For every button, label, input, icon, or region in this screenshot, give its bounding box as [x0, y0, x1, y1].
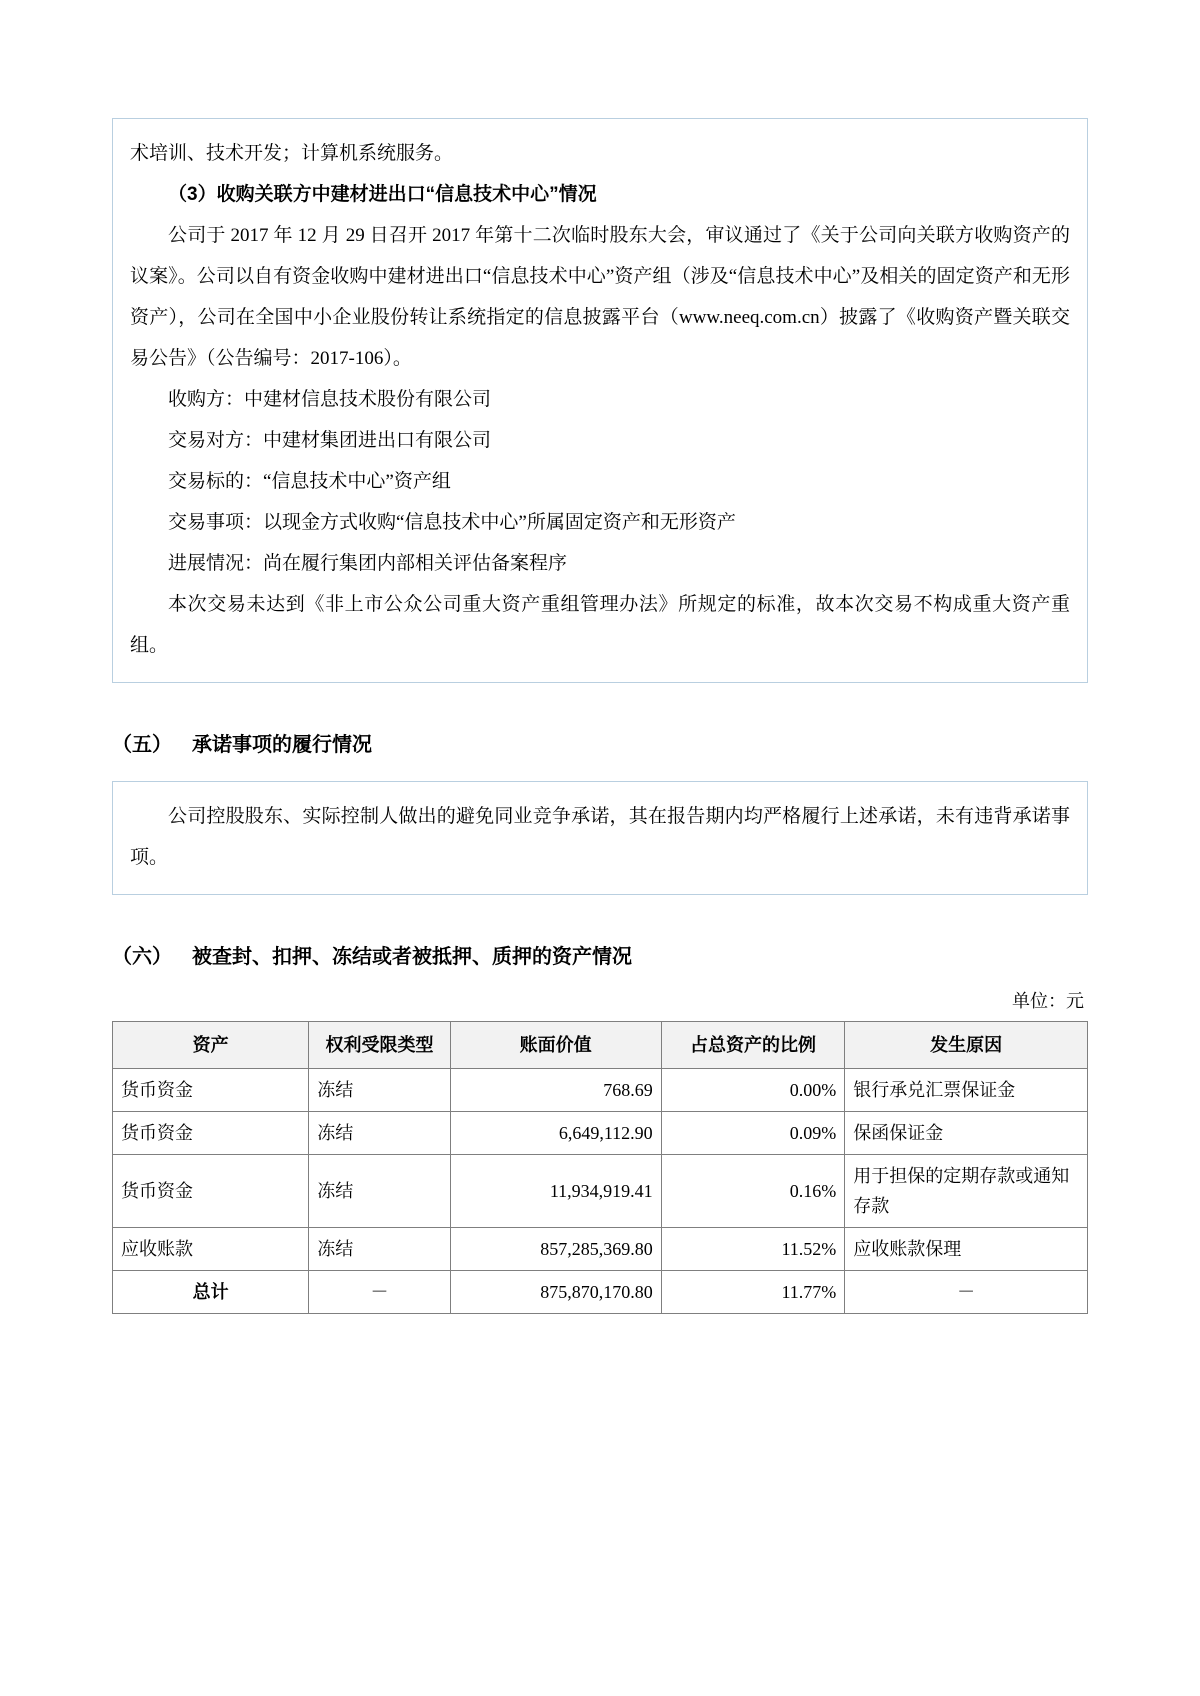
- table-row: [113, 1069, 1088, 1112]
- cell-value: 6,649,112.90: [450, 1112, 661, 1155]
- section-five-body: 公司控股股东、实际控制人做出的避免同业竞争承诺，其在报告期内均严格履行上述承诺，未有违背承诺事项。: [130, 806, 1070, 868]
- table-row: [113, 1228, 1088, 1271]
- cell-total-value: 875,870,170.80: [450, 1271, 661, 1314]
- cell-ratio: 0.09%: [661, 1112, 845, 1155]
- paragraph-acquisition-detail: 公司于 2017 年 12 月 29 日召开 2017 年第十二次临时股东大会，审议通过了《关于公司向关联方收购资产的议案》。公司以自有资金收购中建材进出口“信息技术中心”资产组（涉及“信息技术中心”及相关的固定资产和无形资产），公司在全国中小企业股份转让系统指定的信息披露平台（www.neeq.com.cn）披露了《收购资产暨关联交易公告》（公告编号：2017-106）。: [130, 225, 1070, 369]
- cell-reason: 用于担保的定期存款或通知存款: [845, 1155, 1088, 1228]
- paragraph-buyer: 收购方：中建材信息技术股份有限公司: [168, 389, 492, 410]
- section-six-title: 被查封、扣押、冻结或者被抵押、质押的资产情况: [192, 946, 632, 968]
- paragraph-conclusion: 本次交易未达到《非上市公众公司重大资产重组管理办法》所规定的标准，故本次交易不构成重大资产重组。: [130, 594, 1070, 656]
- cell-ratio: 0.00%: [661, 1069, 845, 1112]
- section-five-title: 承诺事项的履行情况: [192, 734, 372, 756]
- cell-total-ratio: 11.77%: [661, 1271, 845, 1314]
- cell-value: 11,934,919.41: [450, 1155, 661, 1228]
- cell-type: 冻结: [309, 1069, 450, 1112]
- col-header-asset: 资产: [113, 1022, 309, 1069]
- cell-asset: 货币资金: [113, 1112, 309, 1155]
- section-heading-five: [112, 725, 1088, 765]
- col-header-type: 权利受限类型: [309, 1022, 450, 1069]
- section-five-block: [112, 781, 1088, 895]
- table-row: [113, 1112, 1088, 1155]
- section-heading-six: [112, 937, 1088, 977]
- cell-type: 冻结: [309, 1228, 450, 1271]
- cell-value: 857,285,369.80: [450, 1228, 661, 1271]
- table-body: [113, 1069, 1088, 1314]
- cell-reason: 应收账款保理: [845, 1228, 1088, 1271]
- col-header-ratio: 占总资产的比例: [661, 1022, 845, 1069]
- col-header-reason: 发生原因: [845, 1022, 1088, 1069]
- cell-type: 冻结: [309, 1112, 450, 1155]
- cell-total-reason: －: [845, 1271, 1088, 1314]
- table-unit-label: 单位：元: [1012, 991, 1084, 1011]
- table-total-row: [113, 1271, 1088, 1314]
- cell-ratio: 11.52%: [661, 1228, 845, 1271]
- cell-total-type: －: [309, 1271, 450, 1314]
- table-row: [113, 1155, 1088, 1228]
- top-content-block: [112, 118, 1088, 683]
- cell-asset: 货币资金: [113, 1155, 309, 1228]
- cell-reason: 保函保证金: [845, 1112, 1088, 1155]
- paragraph-transaction: 交易事项：以现金方式收购“信息技术中心”所属固定资产和无形资产: [168, 512, 736, 533]
- cell-total-label: 总计: [113, 1271, 309, 1314]
- section-six-number: （六）: [112, 946, 172, 968]
- continued-line: 术培训、技术开发；计算机系统服务。: [130, 143, 454, 164]
- cell-ratio: 0.16%: [661, 1155, 845, 1228]
- paragraph-counterparty: 交易对方：中建材集团进出口有限公司: [168, 430, 492, 451]
- subsection-heading-3: （3）收购关联方中建材进出口“信息技术中心”情况: [168, 184, 597, 205]
- cell-asset: 应收账款: [113, 1228, 309, 1271]
- cell-asset: 货币资金: [113, 1069, 309, 1112]
- col-header-value: 账面价值: [450, 1022, 661, 1069]
- section-five-number: （五）: [112, 734, 172, 756]
- paragraph-subject: 交易标的：“信息技术中心”资产组: [168, 471, 451, 492]
- cell-reason: 银行承兑汇票保证金: [845, 1069, 1088, 1112]
- restricted-assets-table: [112, 1021, 1088, 1314]
- cell-value: 768.69: [450, 1069, 661, 1112]
- table-header-row: [113, 1022, 1088, 1069]
- paragraph-progress: 进展情况：尚在履行集团内部相关评估备案程序: [168, 553, 568, 574]
- table-header: [113, 1022, 1088, 1069]
- cell-type: 冻结: [309, 1155, 450, 1228]
